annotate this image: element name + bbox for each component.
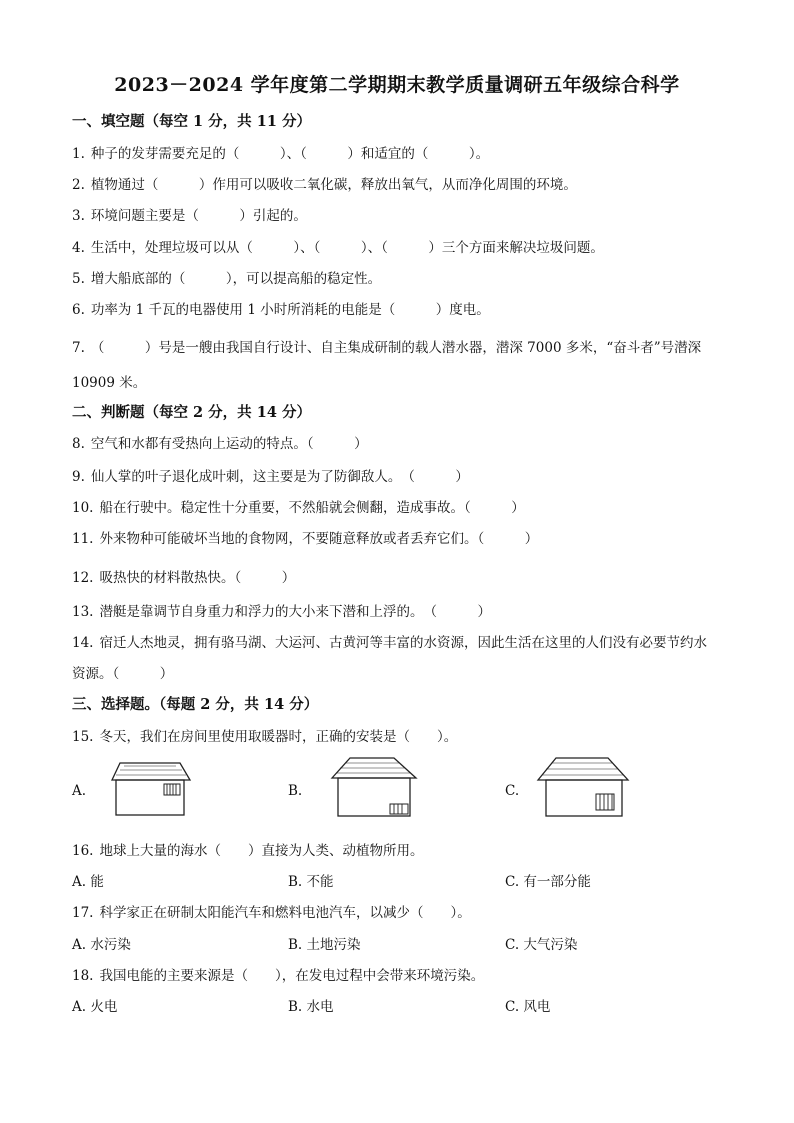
question-1 <box>72 142 489 162</box>
question-text: 地球上大量的海水（ ）直接为人类、动植物所用。 <box>99 843 424 859</box>
question-text: 我国电能的主要来源是（ ），在发电过程中会带来环境污染。 <box>99 968 485 984</box>
question-number: 18. <box>72 968 94 984</box>
question-text: 吸热快的材料散热快。（ ） <box>99 570 296 586</box>
question-7-continuation: 10909 米。 <box>72 375 147 391</box>
option-b: B. <box>288 783 303 799</box>
section-heading-fill: 一、填空题（每空 1 分，共 11 分） <box>72 113 311 130</box>
option-c: C. 有一部分能 <box>505 874 591 890</box>
question-number: 4. <box>72 240 85 256</box>
question-14-continuation: 资源。（ ） <box>72 666 174 682</box>
question-number: 9. <box>72 469 85 485</box>
question-11 <box>72 527 538 547</box>
question-text: 宿迁人杰地灵，拥有骆马湖、大运河、古黄河等丰富的水资源，因此生活在这里的人们没有必要节约水 <box>99 635 707 651</box>
question-number: 16. <box>72 843 94 859</box>
question-number: 2. <box>72 177 85 193</box>
page-title: 2023－2024 学年度第二学期期末教学质量调研五年级综合科学 <box>114 74 680 96</box>
option-b: B. 土地污染 <box>288 937 361 953</box>
question-text: 潜艇是靠调节自身重力和浮力的大小来下潜和上浮的。 （ ） <box>99 604 491 620</box>
question-number: 1. <box>72 146 85 162</box>
question-text: 植物通过（ ）作用可以吸收二氧化碳，释放出氧气，从而净化周围的环境。 <box>90 177 577 193</box>
option-a: A. <box>72 783 87 799</box>
question-number: 13. <box>72 604 94 620</box>
house-illustration-b <box>330 756 422 818</box>
question-text: 冬天，我们在房间里使用取暖器时，正确的安装是（ ）。 <box>99 729 458 745</box>
question-number: 8. <box>72 436 85 452</box>
question-number: 12. <box>72 570 94 586</box>
question-5 <box>72 267 381 287</box>
option-c: C. <box>505 783 520 799</box>
question-number: 3. <box>72 208 85 224</box>
option-b: B. 水电 <box>288 999 334 1015</box>
question-text: 环境问题主要是（ ）引起的。 <box>90 208 307 224</box>
question-4 <box>72 236 604 256</box>
option-a: A. 水污染 <box>72 937 131 953</box>
question-15 <box>72 725 457 745</box>
question-number: 15. <box>72 729 94 745</box>
question-number: 14. <box>72 635 94 651</box>
option-c: C. 风电 <box>505 999 551 1015</box>
question-text: 科学家正在研制太阳能汽车和燃料电池汽车，以减少（ ）。 <box>99 905 471 921</box>
question-text: 外来物种可能破坏当地的食物网，不要随意释放或者丢弃它们。（ ） <box>99 531 539 547</box>
question-number: 5. <box>72 271 85 287</box>
question-6 <box>72 298 490 318</box>
option-b: B. 不能 <box>288 874 334 890</box>
question-9 <box>72 465 469 485</box>
option-a: A. 能 <box>72 874 104 890</box>
question-3 <box>72 204 307 224</box>
question-17 <box>72 901 471 921</box>
question-7 <box>72 336 701 356</box>
question-10 <box>72 496 525 516</box>
question-number: 6. <box>72 302 85 318</box>
question-text: （ ）号是一艘由我国自行设计、自主集成研制的载人潜水器，潜深 7000 多米，“奋斗者”号潜深 <box>90 340 702 356</box>
house-illustration-a <box>104 760 196 818</box>
question-12 <box>72 566 295 586</box>
question-8 <box>72 432 368 452</box>
section-heading-judge: 二、判断题（每空 2 分，共 14 分） <box>72 404 311 421</box>
question-14 <box>72 631 707 651</box>
question-16 <box>72 839 423 859</box>
question-2 <box>72 173 577 193</box>
option-c: C. 大气污染 <box>505 937 578 953</box>
house-illustration-c <box>534 756 634 818</box>
option-a: A. 火电 <box>72 999 118 1015</box>
question-text: 仙人掌的叶子退化成叶刺，这主要是为了防御敌人。 （ ） <box>90 469 469 485</box>
question-number: 10. <box>72 500 94 516</box>
question-number: 17. <box>72 905 94 921</box>
question-text: 生活中，处理垃圾可以从（ ）、（ ）、（ ）三个方面来解决垃圾问题。 <box>90 240 604 256</box>
question-text: 空气和水都有受热向上运动的特点。（ ） <box>90 436 368 452</box>
question-18 <box>72 964 484 984</box>
question-number: 7. <box>72 340 85 356</box>
question-text: 船在行驶中。稳定性十分重要，不然船就会侧翻，造成事故。（ ） <box>99 500 525 516</box>
question-text: 种子的发芽需要充足的（ ）、（ ）和适宜的（ ）。 <box>90 146 490 162</box>
question-13 <box>72 600 491 620</box>
question-number: 11. <box>72 531 94 547</box>
section-heading-choice: 三、选择题。（每题 2 分，共 14 分） <box>72 696 319 713</box>
question-text: 增大船底部的（ ），可以提高船的稳定性。 <box>90 271 382 287</box>
question-text: 功率为 1 千瓦的电器使用 1 小时所消耗的电能是（ ）度电。 <box>90 302 490 318</box>
